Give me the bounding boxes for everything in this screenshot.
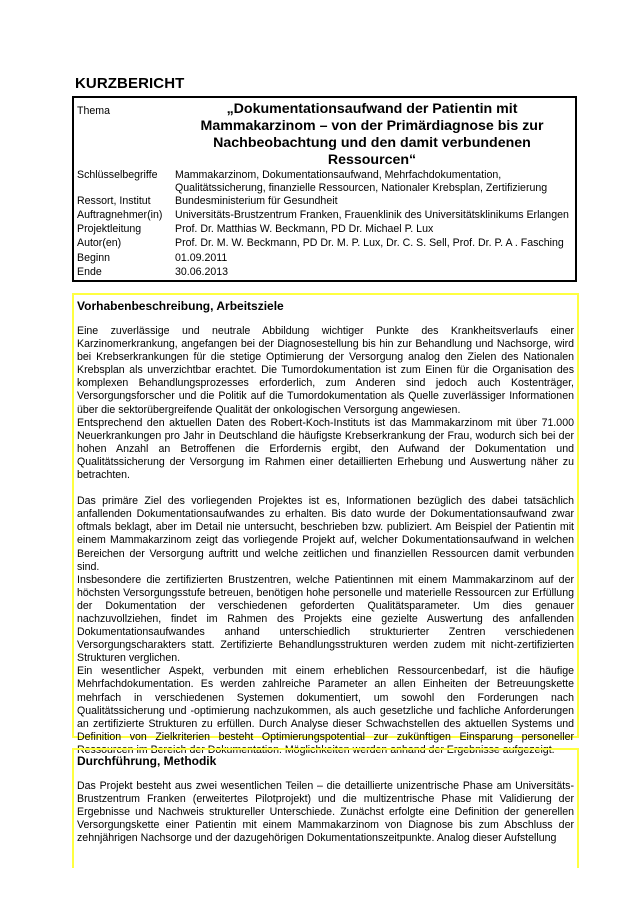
meta-value: Prof. Dr. Matthias W. Beckmann, PD Dr. Michael P. Lux	[175, 223, 434, 235]
section-durchfuehrung	[72, 748, 579, 868]
paragraph: Das primäre Ziel des vorliegenden Projektes ist es, Informationen bezüglich des dabei tatsächlich anfallenden Dokumentationsaufwandes zu erhalten. Bis dato wurde der Dokumentationsaufwand zwar oftmals beklagt, aber im Detail nie untersucht, beschrieben bzw. publiziert. Am Beispiel der Patientin mit einem Mammakarzinom zeigt das vorliegende Projekt auf, welcher Dokumentationsaufwand in welchen Bereichen der Versorgung auftritt und welche zeitlichen und finanziellen Ressourcen damit verbunden sind.	[77, 495, 574, 573]
section-vorhabenbeschreibung	[72, 293, 579, 756]
paragraph: Das Projekt besteht aus zwei wesentlichen Teilen – die detaillierte unizentrische Phase am Universitäts-Brustzentrum Franken (erweitertes Pilotprojekt) und die multizentrische Phase mit Validierung der Ergebnisse und Nachweis struktureller Unterschiede. Zunächst erfolgte eine Definition der generellen Versorgungskette einer Patientin mit einem Mammakarzinom von Diagnose bis zum Abschluss der zehnjährigen Nachsorge und der dazugehörigen Dokumentationszeitpunkte. Analog dieser Aufstellung	[77, 780, 574, 845]
meta-label: Auftragnehmer(in)	[77, 209, 163, 221]
paragraph: Entsprechend den aktuellen Daten des Robert-Koch-Instituts ist das Mammakarzinom mit über 71.000 Neuerkrankungen pro Jahr in Deutschland die häufigste Krebserkrankung der Frau, wodurch sich bei der hohen Anzahl an Betroffenen die Erfordernis ergibt, den Aufwand der Dokumentation und Qualitätssicherung der Versorgung im Rahmen einer detaillierten Erhebung und Auswertung näher zu betrachten.	[77, 416, 574, 482]
meta-value: Prof. Dr. M. W. Beckmann, PD Dr. M. P. Lux, Dr. C. S. Sell, Prof. Dr. P. A . Fasching	[175, 237, 564, 249]
meta-value	[175, 169, 547, 195]
meta-label: Beginn	[77, 252, 110, 264]
meta-value: 01.09.2011	[175, 252, 228, 264]
project-metadata-table	[72, 96, 577, 282]
meta-value: 30.06.2013	[175, 266, 229, 278]
meta-label: Ende	[77, 266, 102, 278]
project-title: „Dokumentationsaufwand der Patientin mit Mammakarzinom – von der Primärdiagnose bis zur Nachbeobachtung und den damit verbundenen Ressourcen“	[200, 101, 544, 168]
meta-label: Schlüsselbegriffe	[77, 169, 158, 181]
meta-label: Ressort, Institut	[77, 195, 151, 207]
keywords-line-1: Mammakarzinom, Dokumentationsaufwand, Mehrfachdokumentation,	[175, 169, 502, 181]
meta-value: Universitäts-Brustzentrum Franken, Frauenklinik des Universitätsklinikums Erlangen	[175, 209, 569, 221]
section-title: Vorhabenbeschreibung, Arbeitsziele	[77, 299, 284, 313]
thema-label: Thema	[77, 105, 110, 117]
report-heading: KURZBERICHT	[75, 75, 185, 92]
meta-label: Autor(en)	[77, 237, 122, 249]
keywords-line-2: Qualitätssicherung, finanzielle Ressourcen, Nationaler Krebsplan, Zertifizierung	[175, 182, 548, 194]
paragraph: Insbesondere die zertifizierten Brustzentren, welche Patientinnen mit einem Mammakarzinom auf der höchsten Versorgungsstufe betreuen, benötigen hohe personelle und materielle Ressourcen zur Erfüllung der Dokumentation der verschiedenen geforderten Qualitätsparameter. Um dies genauer nachzuvollziehen, findet im Rahmen des Projekts eine gezielte Auswertung des anfallenden Dokumentationsaufwandes anhand unterschiedlich strukturierter Zentren verschiedenen Versorgungscharakters statt. Zertifizierte Behandlungsstrukturen werden zudem mit nicht-zertifizierten Strukturen verglichen.	[77, 573, 574, 665]
paragraph: Eine zuverlässige und neutrale Abbildung wichtiger Punkte des Krankheitsverlaufs einer Karzinomerkrankung, angefangen bei der Diagnosestellung bis hin zur Behandlung und Nachsorge, wird bei Krebserkrankungen für die stetige Optimierung der Versorgung analog den Zielen des Nationalen Krebsplan als unverzichtbar erachtet. Die Tumordokumentation ist zum Einen für die Organisation des komplexen Behandlungsprozesses erforderlich, zum Anderen sind jedoch auch Kostenträger, Versorgungsforscher und die Politik auf die Tumordokumentation als Quelle zuverlässiger Informationen über die sektorübergreifende Qualität der onkologischen Versorgung angewiesen.	[77, 325, 574, 416]
meta-label: Projektleitung	[77, 223, 142, 235]
section-title: Durchführung, Methodik	[77, 754, 217, 768]
meta-value: Bundesministerium für Gesundheit	[175, 195, 338, 207]
paragraph: Ein wesentlicher Aspekt, verbunden mit einem erheblichen Ressourcenbedarf, ist die häufige Mehrfachdokumentation. Es werden zahlreiche Parameter an allen Einheiten der Betreuungskette mehrfach in verschiedenen Systemen dokumentiert, um sowohl den Forderungen nach Qualitätssicherung und -optimierung nachzukommen, als auch gesetzliche und fachliche Anforderungen an zertifizierte Strukturen zu erfüllen. Durch Analyse dieser Schwachstellen des aktuellen Systems und Definition von Zielkriterien besteht Optimierungspotential zur zukünftigen Einsparung personeller Ressourcen im Bereich der Dokumentation. Möglichkeiten werden anhand der Ergebnisse aufgezeigt.	[77, 665, 574, 756]
